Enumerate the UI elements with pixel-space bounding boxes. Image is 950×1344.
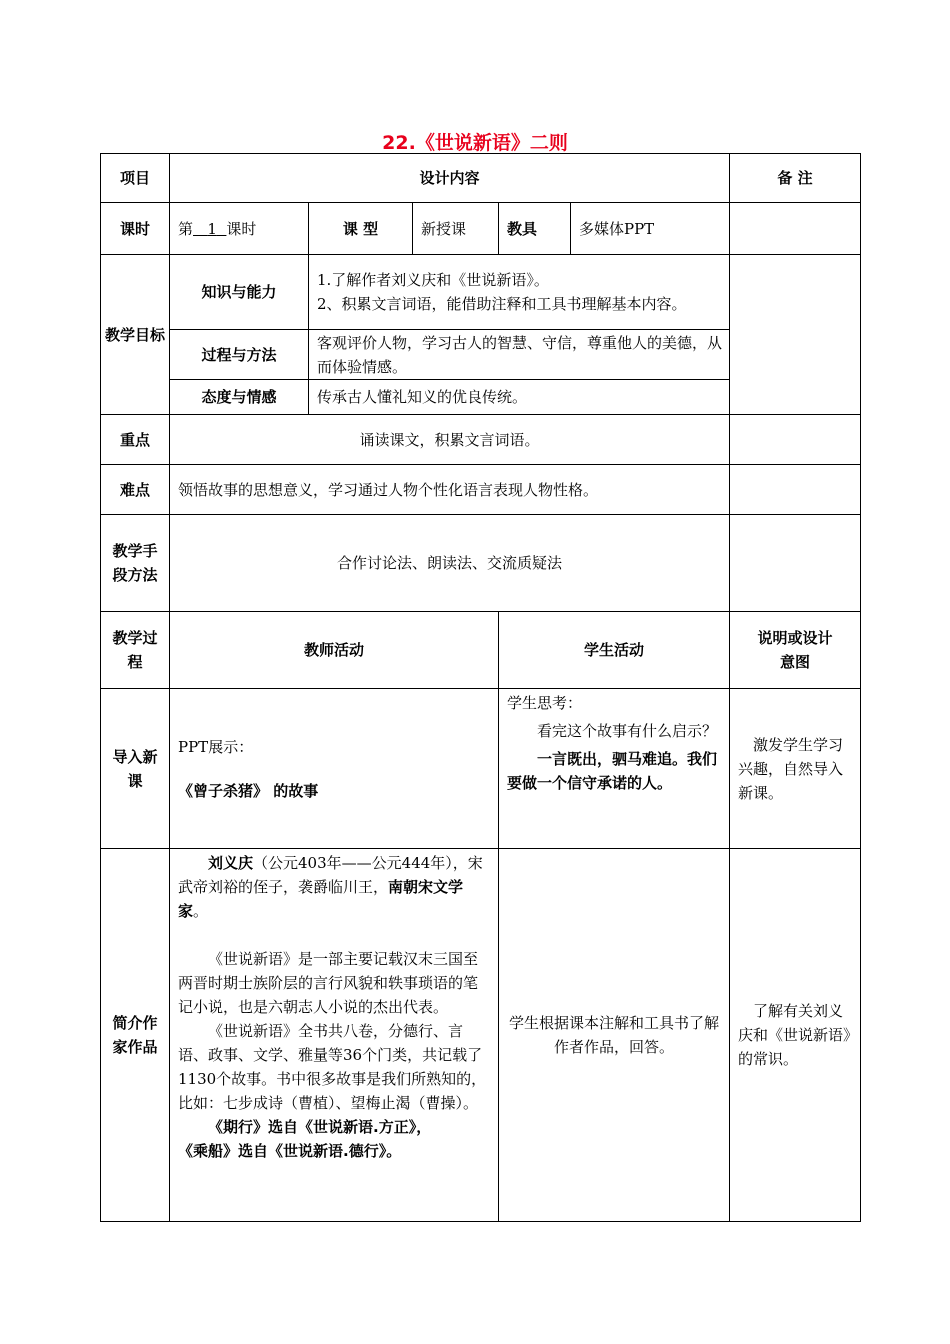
author-name: 刘义庆 xyxy=(208,854,254,872)
methods-text: 合作讨论法、朗读法、交流质疑法 xyxy=(170,515,730,612)
key-point-row xyxy=(101,415,861,465)
tools-label: 教具 xyxy=(499,203,571,255)
intro-student-line-3: 一言既出，驷马难追。我们要做一个信守承诺的人。 xyxy=(507,750,718,792)
process-text: 客观评价人物，学习古人的智慧、守信，尊重他人的美德，从而体验情感。 xyxy=(309,330,730,380)
author-student: 学生根据课本注解和工具书了解作者作品，回答。 xyxy=(499,849,730,1222)
key-point-notes xyxy=(730,415,861,465)
author-teacher xyxy=(170,849,499,1222)
key-point-text: 诵读课文，积累文言词语。 xyxy=(170,415,730,465)
header-row xyxy=(101,154,861,203)
difficulty-notes xyxy=(730,465,861,515)
intro-student-line-1: 学生思考： xyxy=(507,694,583,712)
session-number-cell xyxy=(170,203,309,255)
methods-row xyxy=(101,515,861,612)
intro-notes: 激发学生学习兴趣，自然导入新课。 xyxy=(730,689,861,849)
session-notes xyxy=(730,203,861,255)
session-number: 1 xyxy=(207,219,217,238)
knowledge-label: 知识与能力 xyxy=(170,255,309,330)
process-header-row xyxy=(101,612,861,689)
process-label: 过程与方法 xyxy=(170,330,309,380)
difficulty-text: 领悟故事的思想意义，学习通过人物个性化语言表现人物性格。 xyxy=(170,465,730,515)
type-label: 课 型 xyxy=(309,203,413,255)
intro-student-line-2: 看完这个故事有什么启示？ xyxy=(537,722,718,740)
objective-knowledge-row xyxy=(101,255,861,330)
difficulty-label: 难点 xyxy=(101,465,170,515)
intro-teacher-line-1: PPT展示： xyxy=(178,737,254,756)
methods-notes xyxy=(730,515,861,612)
knowledge-line-2: 2、积累文言词语，能借助注释和工具书理解基本内容。 xyxy=(317,295,687,313)
knowledge-text xyxy=(309,255,730,330)
header-content: 设计内容 xyxy=(170,154,730,203)
teacher-activity-header: 教师活动 xyxy=(170,612,499,689)
author-notes: 了解有关刘义庆和《世说新语》的常识。 xyxy=(730,849,861,1222)
session-suffix: 课时 xyxy=(226,219,257,238)
knowledge-line-1: 1.了解作者刘义庆和《世说新语》。 xyxy=(317,271,549,289)
lesson-plan-table xyxy=(100,153,861,1222)
header-notes: 备 注 xyxy=(730,154,861,203)
intro-label: 导入新课 xyxy=(101,689,170,849)
attitude-text: 传承古人懂礼知义的优良传统。 xyxy=(309,380,730,415)
author-label: 简介作家作品 xyxy=(101,849,170,1222)
intro-row xyxy=(101,689,861,849)
tools-value: 多媒体PPT xyxy=(571,203,730,255)
intro-student xyxy=(499,689,730,849)
book-detail: 《世说新语》全书共八卷，分德行、言语、政事、文学、雅量等36个门类，共记载了1130个故事。书中很多故事是我们所熟知的，比如：七步成诗（曹植）、望梅止渴（曹操）。 xyxy=(178,1022,487,1112)
document-title: 22.《世说新语》二则 xyxy=(382,132,568,154)
session-label: 课时 xyxy=(101,203,170,255)
difficulty-row xyxy=(101,465,861,515)
source-line-2: 《乘船》选自《世说新语.德行》。 xyxy=(178,1142,402,1160)
student-activity-header: 学生活动 xyxy=(499,612,730,689)
process-header-label: 教学过程 xyxy=(101,612,170,689)
book-intro: 《世说新语》是一部主要记载汉末三国至两晋时期士族阶层的言行风貌和轶事琐语的笔记小说，也是六朝志人小说的杰出代表。 xyxy=(178,950,479,1016)
source-line-1: 《期行》选自《世说新语.方正》， xyxy=(208,1118,432,1136)
objectives-notes xyxy=(730,255,861,415)
intro-teacher-line-2: 《曾子杀猪》 的故事 xyxy=(178,781,319,800)
author-bio: 刘义庆（公元403年——公元444年），宋武帝刘裕的侄子，袭爵临川王，南朝宋文学家。 xyxy=(178,854,483,920)
session-prefix: 第 xyxy=(178,219,194,238)
session-row xyxy=(101,203,861,255)
author-dynasty: 南朝宋文学家 xyxy=(178,878,464,920)
type-value: 新授课 xyxy=(413,203,499,255)
attitude-label: 态度与情感 xyxy=(170,380,309,415)
intro-teacher xyxy=(170,689,499,849)
objectives-label: 教学目标 xyxy=(101,255,170,415)
methods-label: 教学手段方法 xyxy=(101,515,170,612)
notes-header: 说明或设计意图 xyxy=(730,612,861,689)
author-row xyxy=(101,849,861,1222)
header-item: 项目 xyxy=(101,154,170,203)
key-point-label: 重点 xyxy=(101,415,170,465)
